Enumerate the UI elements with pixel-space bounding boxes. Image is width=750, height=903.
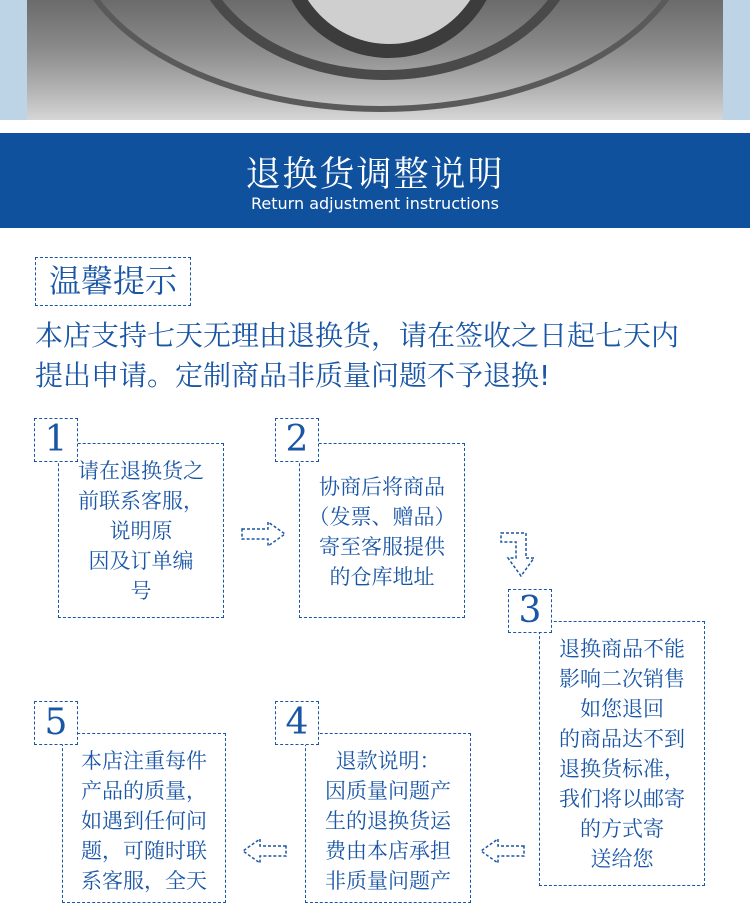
step-3-line: 我们将以邮寄: [559, 787, 685, 811]
step-1-box: [58, 443, 224, 618]
step-2-number: 2: [275, 418, 319, 462]
step-5-line: 产品的质量，: [81, 779, 207, 803]
step-3-line: 退换商品不能: [559, 637, 685, 661]
step-4-line: 生的退换货运: [325, 809, 451, 833]
step-5-line: 系客服，全天: [81, 869, 207, 893]
step-5-number: 5: [34, 701, 78, 745]
notice-text: [35, 316, 735, 396]
step-1-line: 前联系客服，: [78, 489, 204, 513]
section-title-zh: 退换货调整说明: [245, 155, 505, 195]
notice-title: 温馨提示: [35, 257, 191, 306]
step-4-line: 费由本店承担: [325, 839, 451, 863]
step-3-number: 3: [508, 589, 552, 633]
step-1-line: 说明原: [109, 519, 173, 543]
step-3-line: 的方式寄: [580, 817, 664, 841]
step-1-number: 1: [34, 418, 78, 462]
step-3-line: 如您退回: [580, 697, 664, 721]
step-4-box: [305, 733, 471, 903]
step-5-box: [62, 733, 226, 903]
arrow-left-icon: [478, 836, 526, 866]
notice-line: 本店支持七天无理由退换货，请在签收之日起七天内: [35, 319, 680, 352]
step-3-line: 的商品达不到: [559, 727, 685, 751]
step-2-line: 协商后将商品: [319, 475, 445, 499]
step-1-line: 因及订单编: [88, 549, 194, 573]
step-5-line: 题，可随时联: [81, 839, 207, 863]
arrow-left-icon: [240, 836, 288, 866]
step-3-line: 影响二次销售: [559, 667, 685, 691]
step-2-line: 寄至客服提供: [319, 535, 445, 559]
product-photo: [27, 0, 723, 120]
section-title-en: Return adjustment instructions: [251, 194, 499, 213]
step-4-line: 因质量问题产: [325, 779, 451, 803]
step-4-line: 退款说明：: [335, 749, 441, 773]
product-photo-band: [0, 0, 750, 120]
step-1-line: 请在退换货之: [78, 459, 204, 483]
step-5-line: 本店注重每件: [81, 749, 207, 773]
step-5-line: 如遇到任何问: [81, 809, 207, 833]
step-2-line: 的仓库地址: [329, 565, 435, 589]
step-4-line: 非质量问题产: [325, 869, 451, 893]
notice-line: 提出申请。定制商品非质量问题不予退换!: [35, 359, 551, 392]
arrow-down-icon: [498, 530, 546, 580]
step-3-line: 退换货标准，: [559, 757, 685, 781]
step-1-line: 号: [130, 579, 152, 603]
step-2-box: [299, 443, 465, 618]
step-2-line: （发票、赠品）: [308, 505, 456, 529]
section-header: [0, 133, 750, 228]
step-4-number: 4: [275, 701, 319, 745]
step-3-box: [539, 621, 705, 886]
arrow-right-icon: [240, 519, 288, 549]
step-3-line: 送给您: [590, 847, 654, 871]
